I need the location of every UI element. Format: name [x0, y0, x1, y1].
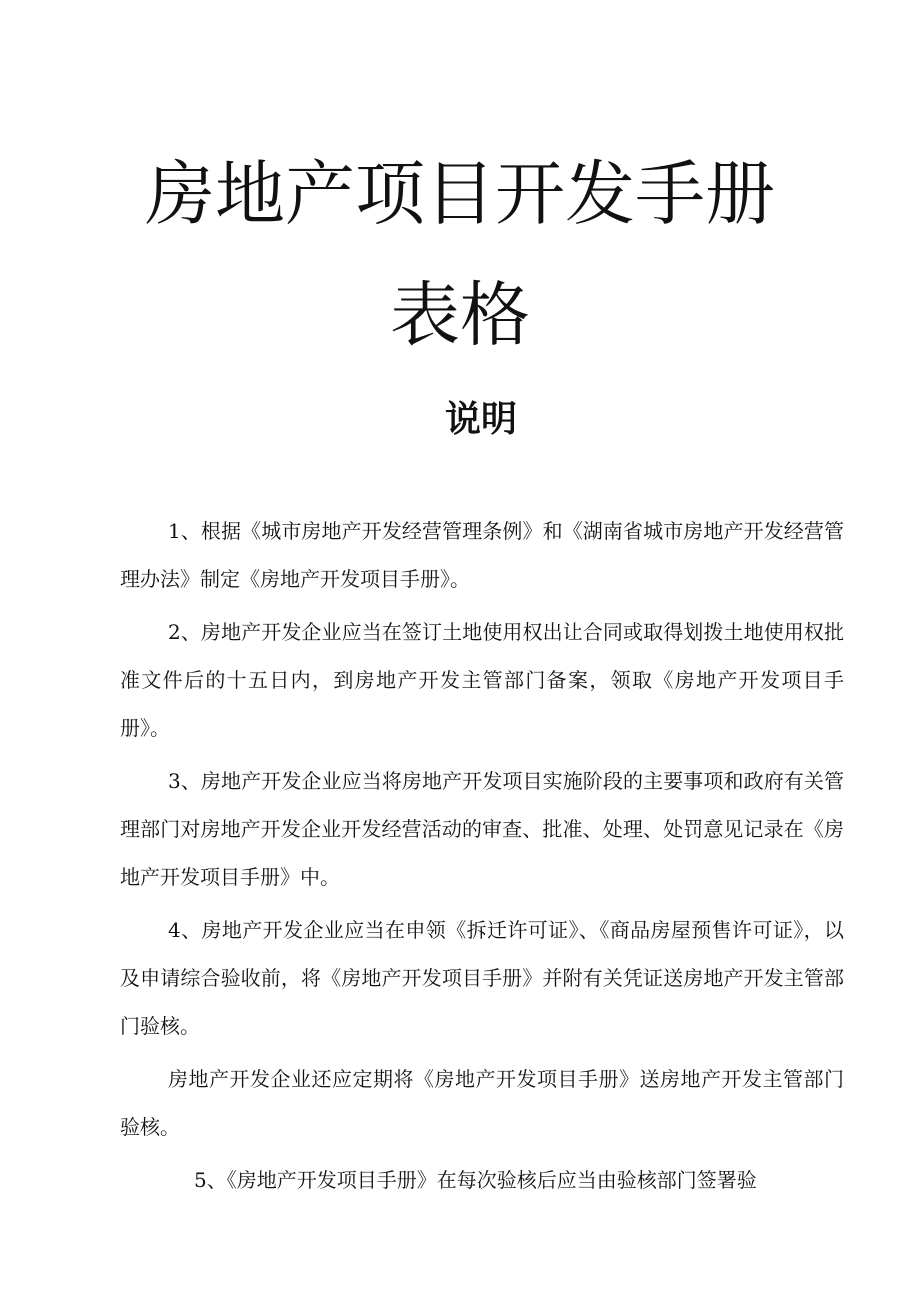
paragraph-3 — [120, 757, 844, 901]
paragraph-4-continued — [120, 1055, 844, 1151]
section-heading: 说明 — [444, 399, 517, 440]
paragraph-2 — [120, 608, 844, 752]
document-body — [120, 507, 844, 1204]
paragraph-text: 、房地产开发企业应当在申领《拆迁许可证》、《商品房屋预售许可证》，以及申请综合验收前，将《房地产开发项目手册》并附有关凭证送房地产开发主管部门验核。 — [120, 918, 844, 1038]
paragraph-number: 2 — [168, 620, 181, 644]
paragraph-text: 、房地产开发企业应当在签订土地使用权出让合同或取得划拨土地使用权批准文件后的十五日内，到房地产开发主管部门备案，领取《房地产开发项目手册》。 — [120, 620, 844, 740]
paragraph-number: 4 — [168, 918, 181, 942]
paragraph-text: 、房地产开发企业应当将房地产开发项目实施阶段的主要事项和政府有关管理部门对房地产开发企业开发经营活动的审查、批准、处理、处罚意见记录在《房地产开发项目手册》中。 — [120, 769, 844, 889]
document-title: 房地产项目开发手册 — [145, 153, 775, 235]
paragraph-text: 、《房地产开发项目手册》在每次验核后应当由验核部门签署验 — [206, 1168, 757, 1192]
paragraph-1 — [120, 507, 844, 603]
paragraph-text: 、根据《城市房地产开发经营管理条例》和《湖南省城市房地产开发经营管理办法》制定《房地产开发项目手册》。 — [120, 519, 844, 591]
paragraph-5 — [120, 1156, 844, 1204]
paragraph-text: 房地产开发企业还应定期将《房地产开发项目手册》送房地产开发主管部门验核。 — [120, 1067, 844, 1139]
paragraph-number: 5 — [194, 1168, 207, 1192]
document-title-line2: 表格 — [390, 274, 530, 356]
paragraph-4 — [120, 906, 844, 1050]
paragraph-number: 1 — [168, 519, 181, 543]
paragraph-number: 3 — [168, 769, 181, 793]
